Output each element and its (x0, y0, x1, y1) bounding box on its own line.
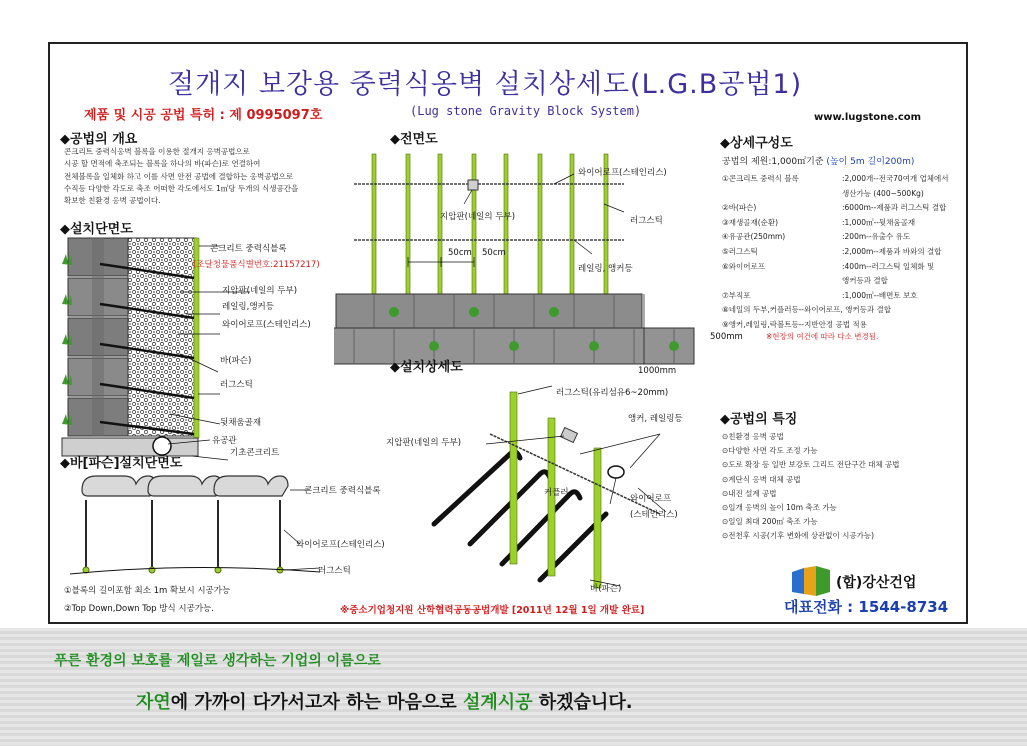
detail-item: ④유공관(250mm) :200m--유출수 유도 (722, 232, 911, 242)
slogan-line-1: 푸른 환경의 보호를 제일로 생각하는 기업의 이름으로 (54, 653, 381, 669)
section-label-drain: 유공관 (212, 436, 237, 446)
front-label-ring: 레일링, 앵커등 (578, 264, 633, 274)
detail-item: ⑤러그스틱 :2,000m--제품과 바와의 결합 (722, 246, 942, 256)
section-label-ring: 레일링,앵커등 (222, 302, 274, 312)
install-label-lugstick: 러그스틱(유리섬유6~20mm) (556, 388, 669, 398)
front-label-lugstick: 러그스틱 (630, 216, 663, 226)
front-label-length: 1000mm (638, 366, 677, 376)
backfill-gravel (128, 238, 196, 436)
section-label-lugstick: 러그스틱 (220, 380, 253, 390)
detail-item: ⑥와이어로프 :400m--러그스틱 일체화 및 (722, 261, 935, 271)
front-drawing (334, 144, 714, 374)
front-dimensions (408, 257, 474, 267)
bar-section-heading: ◆바[파슨]설치단면도 (60, 456, 183, 471)
website[interactable]: www.lugstone.com (814, 112, 922, 123)
detail-spec-prefix: 공법의 제원:1,000㎡기준 (722, 157, 827, 167)
slogan-design: 설계시공 (462, 692, 533, 713)
install-label-anchor: 앵커, 레일링등 (628, 414, 683, 424)
bar-label-lugstick: 러그스틱 (318, 566, 351, 576)
install-label-wire-2: (스테인리스) (630, 510, 678, 520)
spec-sheet (48, 42, 968, 624)
front-heading: ◆전면도 (390, 132, 438, 147)
section-label-block: 콘크리트 중력식블록 (210, 244, 287, 254)
slogan-line-2 (136, 688, 633, 714)
bar-label-wire: 와이어로프(스테인리스) (296, 540, 385, 550)
slogan-middle: 에 가까이 다가서고자 하는 마음으로 (170, 692, 463, 713)
install-plate (561, 428, 578, 443)
feature-item: ⊙계단식 옹벽 대체 공법 (722, 474, 801, 484)
overview-line: 콘크리트 중력식옹벽 블록을 이용한 절개지 옹벽공법으로 (64, 147, 250, 156)
feature-item: ⊙내진 설계 공법 (722, 488, 777, 498)
detail-item: ⑧네일의 두부,커플러등--와이어로프, 앵커등과 결합 (722, 305, 891, 315)
feature-item: ⊙다양한 사면 각도 조정 가능 (722, 446, 818, 456)
section-label-wire: 와이어로프(스테인리스) (222, 320, 311, 330)
detail-spec-highlight: (높이 5m 길이200m) (826, 157, 915, 167)
bar-note-1: ①블록의 길이포함 최소 1m 확보시 시공가능 (64, 586, 231, 596)
feature-item: ⊙일개 옹벽의 높이 10m 축조 가능 (722, 503, 837, 513)
slogan-nature: 자연 (136, 692, 171, 713)
feature-item: ⊙친환경 옹벽 공법 (722, 432, 784, 441)
front-label-height: 500mm (710, 332, 743, 342)
features-list (722, 430, 900, 544)
detail-spec (722, 154, 914, 167)
detail-heading: ◆상세구성도 (720, 136, 793, 151)
overview-text (64, 146, 298, 207)
block-row (82, 476, 288, 496)
front-dim-2: 50cm (482, 248, 506, 258)
company-logo-icon (792, 566, 832, 596)
bar-label-block: 콘크리트 중력식블록 (304, 486, 381, 496)
bar-note-2: ②Top Down,Down Top 방식 시공가능. (64, 604, 214, 614)
overview-line: 확보한 친환경 옹벽 공법이다. (64, 196, 161, 206)
overview-heading: ◆공법의 개요 (60, 132, 138, 147)
install-label-plate: 지압판(네일의 두부) (386, 438, 462, 448)
footer-note: ※중소기업청지원 산학협력공동공법개발 [2011년 12월 1일 개발 완료] (340, 605, 645, 616)
detail-item: 생산가능 (400~500Kg) (842, 188, 924, 198)
front-blocks (334, 294, 694, 364)
install-coupler (608, 466, 624, 478)
install-label-bar: 바(파슨) (590, 584, 622, 594)
section-heading: ◆설치단면도 (60, 222, 133, 237)
slogan-band (0, 628, 1027, 746)
overview-line: 수직등 다양한 각도로 축조 어떠한 각도에서도 1㎡당 두개의 식생공간을 (64, 183, 299, 193)
front-plate (468, 180, 478, 190)
detail-item: ③재생골재(순환) :1,000㎥--뒷채움골재 (722, 217, 916, 227)
detail-item: ⑨앵커,레일링,락볼트등--지반안정 공법 적용 (722, 319, 867, 329)
bar-lines (86, 500, 280, 570)
feature-item: ⊙전천후 시공(기후 변화에 상관없이 시공가능) (722, 531, 875, 541)
detail-note: ※현장의 여건에 따라 다소 변경됨. (766, 332, 879, 341)
section-label-foundation: 기초콘크리트 (230, 448, 280, 458)
features-heading: ◆공법의 특징 (720, 412, 798, 427)
detail-item: ②바(파슨) :6000m--제품과 러그스틱 결합 (722, 203, 947, 213)
section-label-backfill: 뒷채움골재 (220, 418, 262, 428)
patent-number: 제품 및 시공 공법 특허 : 제 0995097호 (84, 108, 323, 123)
detail-item: ①콘크리트 중력식 블록 :2,000개--전국70여개 업체에서 (722, 174, 949, 183)
company-phone[interactable]: 대표전화 : 1544-8734 (784, 598, 949, 616)
overview-line: 전체블록을 일체화 하고 이를 사면 안전 공법에 결합하는 옹벽공법으로 (64, 171, 294, 181)
install-bars (434, 452, 606, 580)
front-label-plate: 지압판(네일의 두부) (440, 212, 516, 222)
install-label-wire-1: 와이어로프 (630, 494, 672, 504)
detail-item: ⑦부직포 :1,000㎡--배면토 보호 (722, 290, 918, 300)
install-heading: ◆설치상세도 (390, 360, 463, 375)
feature-item: ⊙일일 최대 200㎡ 축조 가능 (722, 517, 818, 527)
overview-line: 시공 할 면적에 축조되는 블록을 하나의 바(파슨)로 연결하여 (64, 159, 261, 169)
front-label-wire: 와이어로프(스테인리스) (578, 168, 667, 178)
system-name: (Lug stone Gravity Block System) (410, 104, 642, 118)
install-label-coupler: 커플러 (544, 488, 569, 498)
slogan-end: 하겠습니다. (532, 692, 633, 713)
company-name: (합)강산건업 (836, 575, 917, 591)
section-label-bar: 바(파슨) (220, 356, 252, 366)
detail-list (722, 172, 949, 333)
feature-item: ⊙도로 확장 등 일반 보강토 그리드 전단구간 대체 공법 (722, 460, 900, 470)
front-dim-1: 50cm (448, 248, 472, 258)
section-label-procurement: (조달청물품식별번호:21157217) (193, 260, 320, 270)
section-label-plate: 지압판(네일의 두부) (222, 286, 298, 296)
page-title: 절개지 보강용 중력식옹벽 설치상세도(L.G.B공법1) (168, 69, 803, 100)
detail-item: 앵커등과 결합 (842, 276, 888, 286)
